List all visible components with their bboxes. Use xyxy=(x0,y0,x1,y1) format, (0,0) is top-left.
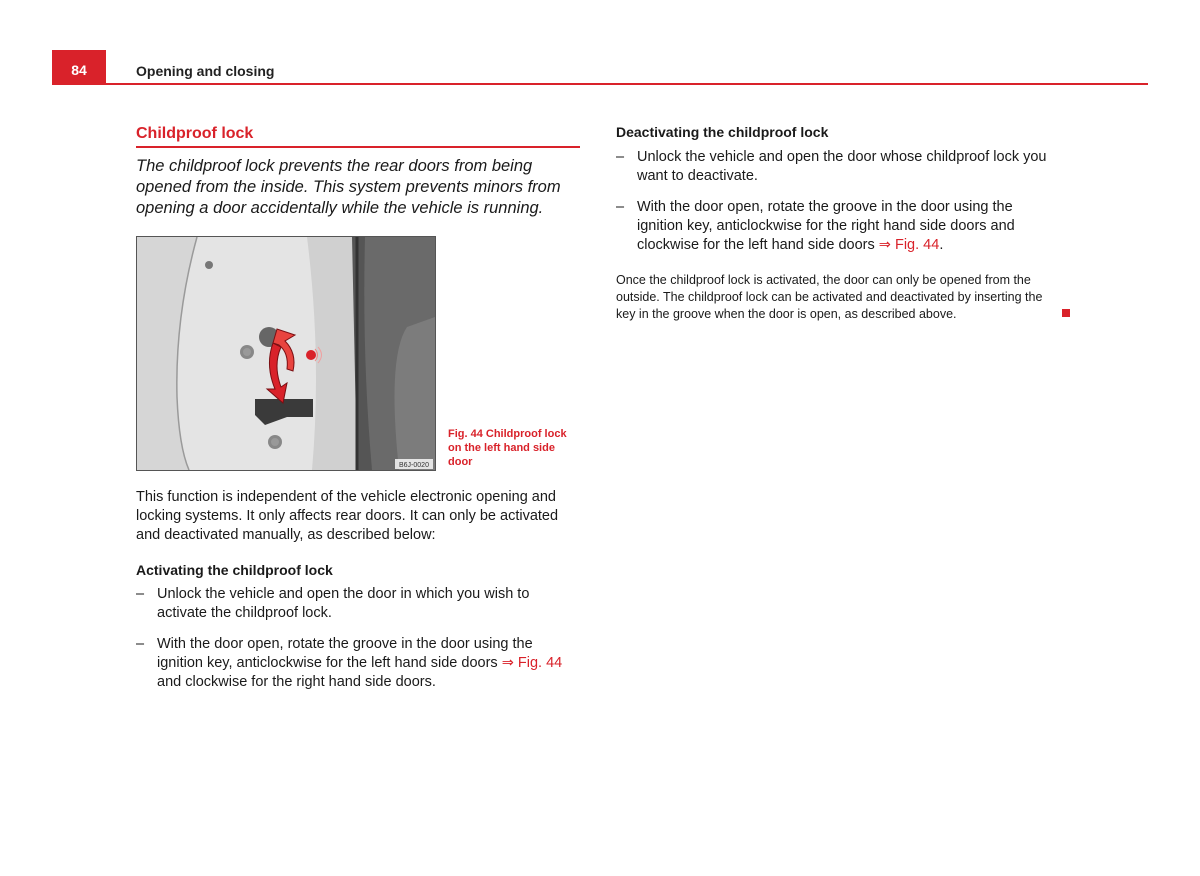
list-dash: – xyxy=(136,586,145,602)
section-title: Childproof lock xyxy=(136,125,254,142)
list-item xyxy=(616,198,1060,255)
page-number: 84 xyxy=(71,62,87,78)
body-paragraph: This function is independent of the vehicle electronic opening and locking systems. It only affects rear doors. It can only be activated and deactivated manually, as described below: xyxy=(136,489,559,543)
deactivating-heading: Deactivating the childproof lock xyxy=(616,124,829,140)
header-rule xyxy=(52,83,1148,85)
figure-reference-link[interactable]: ⇒ Fig. 44 xyxy=(878,237,940,253)
list-item xyxy=(616,148,1060,186)
section-intro: The childproof lock prevents the rear doors from being opened from the inside. This system prevents minors from opening a door accidentally while the vehicle is running. xyxy=(136,157,561,217)
figure-reference-link[interactable]: ⇒ Fig. 44 xyxy=(501,655,563,671)
figure-caption: Fig. 44 Childproof lock on the left hand side door xyxy=(448,428,567,468)
activating-steps xyxy=(136,585,580,704)
door-illustration xyxy=(137,237,435,470)
section-end-marker xyxy=(1062,309,1070,317)
step-text: Unlock the vehicle and open the door in which you wish to activate the childproof lock. xyxy=(157,586,530,621)
step-text: Unlock the vehicle and open the door whose childproof lock you want to deactivate. xyxy=(637,149,1047,184)
chapter-title: Opening and closing xyxy=(136,63,275,79)
list-dash: – xyxy=(616,199,625,215)
step-text: With the door open, rotate the groove in the door using the ignition key, anticlockwise for the left hand side doors xyxy=(157,636,533,671)
deactivating-steps xyxy=(616,148,1060,267)
section-rule xyxy=(136,146,580,148)
list-item xyxy=(136,585,580,623)
list-dash: – xyxy=(616,149,625,165)
activating-heading: Activating the childproof lock xyxy=(136,562,333,578)
step-text: With the door open, rotate the groove in the door using the ignition key, anticlockwise for the right hand side doors and clockwise for the left hand side doors xyxy=(637,199,1015,253)
door-lock-figure xyxy=(136,236,436,471)
list-item xyxy=(136,635,580,692)
step-text-continued: . xyxy=(939,237,944,253)
note-paragraph: Once the childproof lock is activated, the door can only be opened from the outside. The childproof lock can be activated and deactivated by inserting the key in the groove when the door is open, as described above. xyxy=(616,273,1043,321)
step-text-continued: and clockwise for the right hand side doors. xyxy=(157,674,436,690)
list-dash: – xyxy=(136,636,145,652)
figure-code: B6J-0020 xyxy=(399,462,429,469)
